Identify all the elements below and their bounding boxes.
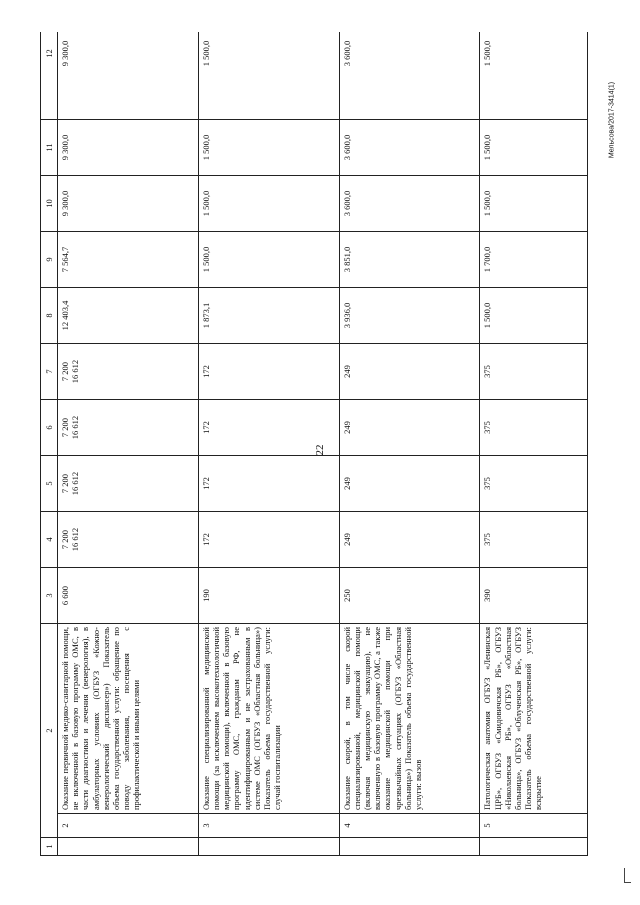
value-cell: 375 [480, 344, 588, 400]
row-number: 4 [339, 814, 480, 838]
value-cell: 9 300,0 [58, 176, 199, 232]
empty-cell [198, 838, 339, 856]
value-cell: 1 500,0 [480, 32, 588, 120]
value-cell [58, 456, 199, 512]
empty-cell [480, 838, 588, 856]
page-number: 22 [314, 444, 326, 456]
header-cell: 11 [41, 120, 58, 176]
header-cell: 7 [41, 344, 58, 400]
value-cell: 172 [198, 456, 339, 512]
header-cell: 4 [41, 512, 58, 568]
value-cell [58, 400, 199, 456]
service-description: Патологическая анатомия ОГБУЗ «Ленинская ЦРБ», ОГБУЗ «Смидовичская РБ», ОГБУЗ «Николаевская РБ», ОГБУЗ «Областная больница», ОГБУЗ «Облученская РБ», ОГБУЗ Показатель объема государственной услуги: вскрытие [480, 624, 588, 814]
value-cell: 375 [480, 512, 588, 568]
value-cell: 249 [339, 344, 480, 400]
value-cell: 7 564,7 [58, 232, 199, 288]
corner-mark [624, 868, 631, 883]
header-cell: 5 [41, 456, 58, 512]
header-cell: 2 [41, 624, 58, 838]
value-cell: 172 [198, 512, 339, 568]
empty-cell [339, 838, 480, 856]
value-cell: 1 500,0 [198, 232, 339, 288]
value-cell: 1 873,1 [198, 288, 339, 344]
value-cell: 3 600,0 [339, 32, 480, 120]
document-stamp: Мельсова/2017-3414(1) [608, 81, 616, 159]
value-cell: 6 600 [58, 568, 199, 624]
value-cell: 9 300,0 [58, 32, 199, 120]
value-cell: 9 300,0 [58, 120, 199, 176]
value-cell: 172 [198, 400, 339, 456]
service-description: Оказание специализированной медицинской помощи (за исключением высокотехнологичной медицинской помощи), включенной в базовую программу ОМС, гражданам РФ, не идентифицированным и не застрахованным в системе ОМС (ОГБУЗ «Областная больница») Показатель объема государственной услуги: случай госпитализации [198, 624, 339, 814]
value-cell [58, 512, 199, 568]
value-line: 16 612 [70, 359, 81, 384]
value-cell: 1 700,0 [480, 232, 588, 288]
value-cell [58, 344, 199, 400]
value-cell: 1 500,0 [198, 120, 339, 176]
value-cell: 3 851,0 [339, 232, 480, 288]
value-line: 16 612 [70, 527, 81, 552]
value-line: 7 200 [60, 473, 70, 494]
header-cell: 12 [41, 32, 58, 120]
row-number: 3 [198, 814, 339, 838]
header-cell: 10 [41, 176, 58, 232]
value-line: 16 612 [70, 471, 81, 496]
value-cell: 1 500,0 [480, 176, 588, 232]
value-cell: 1 500,0 [198, 176, 339, 232]
value-cell: 3 600,0 [339, 120, 480, 176]
row-number: 5 [480, 814, 588, 838]
value-cell: 1 500,0 [480, 120, 588, 176]
table-row [339, 32, 480, 856]
header-row [41, 32, 58, 856]
value-line: 16 612 [70, 415, 81, 440]
value-cell: 3 600,0 [339, 176, 480, 232]
value-cell: 1 500,0 [480, 288, 588, 344]
value-cell: 390 [480, 568, 588, 624]
header-cell: 3 [41, 568, 58, 624]
value-cell: 250 [339, 568, 480, 624]
table-row [480, 32, 588, 856]
value-line: 7 200 [60, 417, 70, 438]
service-description: Оказание скорой, в том числе скорой специализированной, медицинской помощи (включая медицинскую эвакуацию), не включенную в базовую программу ОМС, а также оказание медицинской помощи при чрезвычайных ситуациях (ОГБУЗ «Областная больница») Показатель объема государственной услуги: вызов [339, 624, 480, 814]
value-cell: 12 403,4 [58, 288, 199, 344]
value-cell: 190 [198, 568, 339, 624]
header-cell: 8 [41, 288, 58, 344]
value-cell: 249 [339, 456, 480, 512]
value-cell: 375 [480, 400, 588, 456]
header-cell: 1 [41, 838, 58, 856]
value-line: 7 200 [60, 529, 70, 550]
value-cell: 375 [480, 456, 588, 512]
data-table [40, 32, 588, 856]
value-cell: 3 936,0 [339, 288, 480, 344]
table-container [40, 32, 588, 856]
header-cell: 9 [41, 232, 58, 288]
empty-cell [58, 838, 199, 856]
value-cell: 172 [198, 344, 339, 400]
table-row [58, 32, 199, 856]
value-cell: 249 [339, 400, 480, 456]
service-description: Оказание первичной медико-санитарной помощи, не включенной в базовую программу ОМС, в части диагностики и лечения (венерология), в амбулаторных условиях (ОГБУЗ «Кожно-венерологический диспансер») Показатель объема государственной услуги: обращение по поводу заболевания, посещения с профилактической и иными целями [58, 624, 199, 814]
table-row [198, 32, 339, 856]
value-cell: 1 500,0 [198, 32, 339, 120]
value-cell: 249 [339, 512, 480, 568]
value-line: 7 200 [60, 361, 70, 382]
row-number: 2 [58, 814, 199, 838]
header-cell: 6 [41, 400, 58, 456]
